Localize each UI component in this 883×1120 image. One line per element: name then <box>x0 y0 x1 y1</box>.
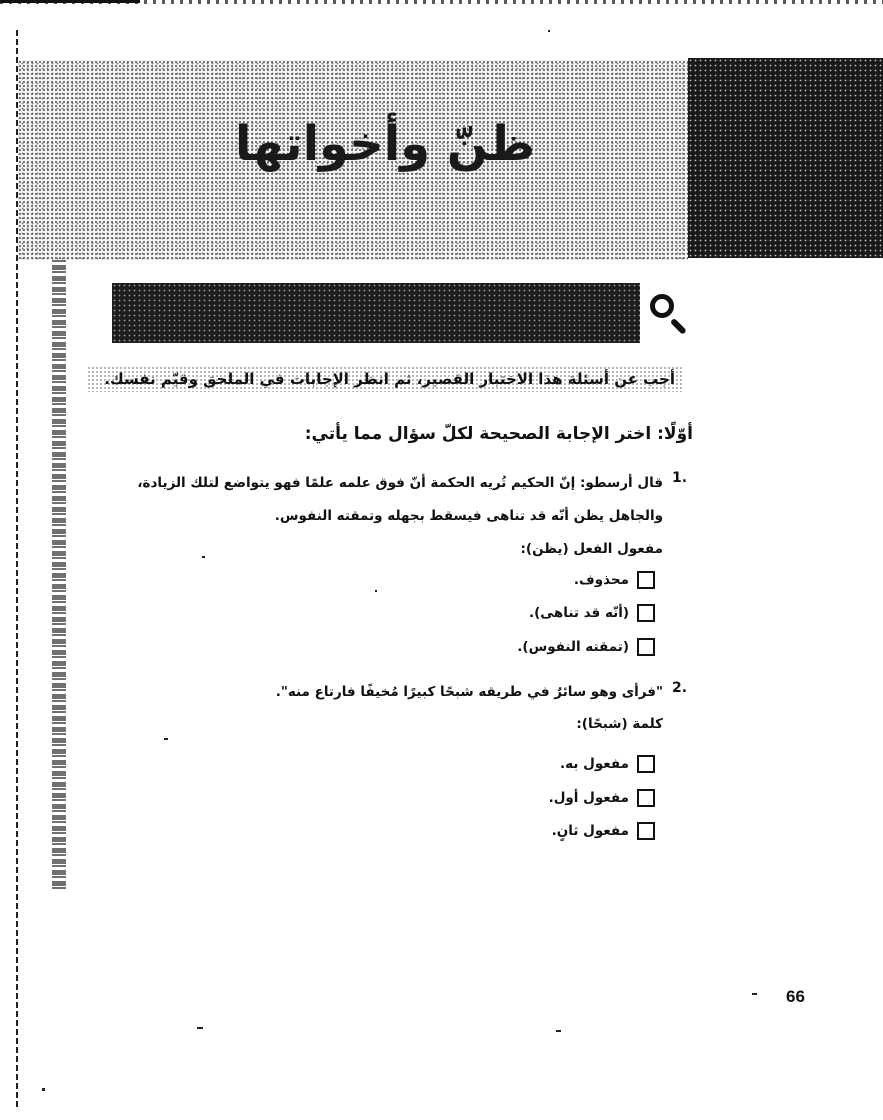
section-heading: أوّلًا: اختر الإجابة الصحيحة لكلّ سؤال مما يأتي: <box>304 424 693 444</box>
option-row[interactable] <box>549 786 655 810</box>
option-row[interactable] <box>552 819 655 843</box>
option-label: مفعول ثانٍ. <box>551 823 629 839</box>
question-text-line: "فرأى وهو سائرٌ في طريقه شبحًا كبيرًا مُخيفًا فارتاع منه". <box>275 684 663 700</box>
checkbox[interactable] <box>637 822 655 840</box>
scan-speck <box>556 1030 561 1032</box>
instruction-text: أجب عن أسئلة هذا الاختبار القصير، ثم انظر الإجابات في الملحق وقيّم نفسك. <box>87 366 683 392</box>
option-label: (أنّه قد تناهى). <box>528 605 629 621</box>
scan-speck <box>197 1027 203 1029</box>
option-row[interactable] <box>529 601 655 625</box>
vertical-side-note <box>52 210 66 890</box>
page-title: ظنّ وأخواتها <box>234 116 536 172</box>
page-number: 66 <box>786 987 805 1006</box>
scan-speck <box>164 738 168 740</box>
option-label: (تمقته النفوس). <box>517 639 629 655</box>
question-number: 1. <box>672 470 688 486</box>
checkbox[interactable] <box>637 755 655 773</box>
magnifier-icon <box>646 290 692 336</box>
scan-speck <box>548 30 550 32</box>
option-label: مفعول أول. <box>548 790 629 806</box>
question-prompt: مفعول الفعل (يظن): <box>520 541 663 557</box>
scan-speck <box>202 556 205 558</box>
question-number: 2. <box>672 680 688 696</box>
scan-speck <box>752 993 757 995</box>
scan-speck <box>42 1088 45 1091</box>
title-banner-dark-block <box>688 58 883 258</box>
option-row[interactable] <box>517 635 655 659</box>
scan-speck <box>375 590 377 592</box>
checkbox[interactable] <box>637 638 655 656</box>
checkbox[interactable] <box>637 571 655 589</box>
checkbox[interactable] <box>637 789 655 807</box>
question-prompt: كلمة (شبحًا): <box>576 716 663 732</box>
section-strip <box>112 283 640 343</box>
top-rule-accent <box>0 0 140 3</box>
checkbox[interactable] <box>637 604 655 622</box>
option-row[interactable] <box>574 568 655 592</box>
option-row[interactable] <box>560 752 655 776</box>
option-label: مفعول به. <box>560 756 629 772</box>
question-text-line: قال أرسطو: إنّ الحكيم تُريه الحكمة أنّ فوق علمه علمًا فهو يتواضع لتلك الزيادة، <box>137 475 663 491</box>
question-text-line: والجاهل يظن أنّه قد تناهى فيسقط بجهله وتمقته النفوس. <box>274 508 663 524</box>
option-label: محذوف. <box>573 572 629 588</box>
